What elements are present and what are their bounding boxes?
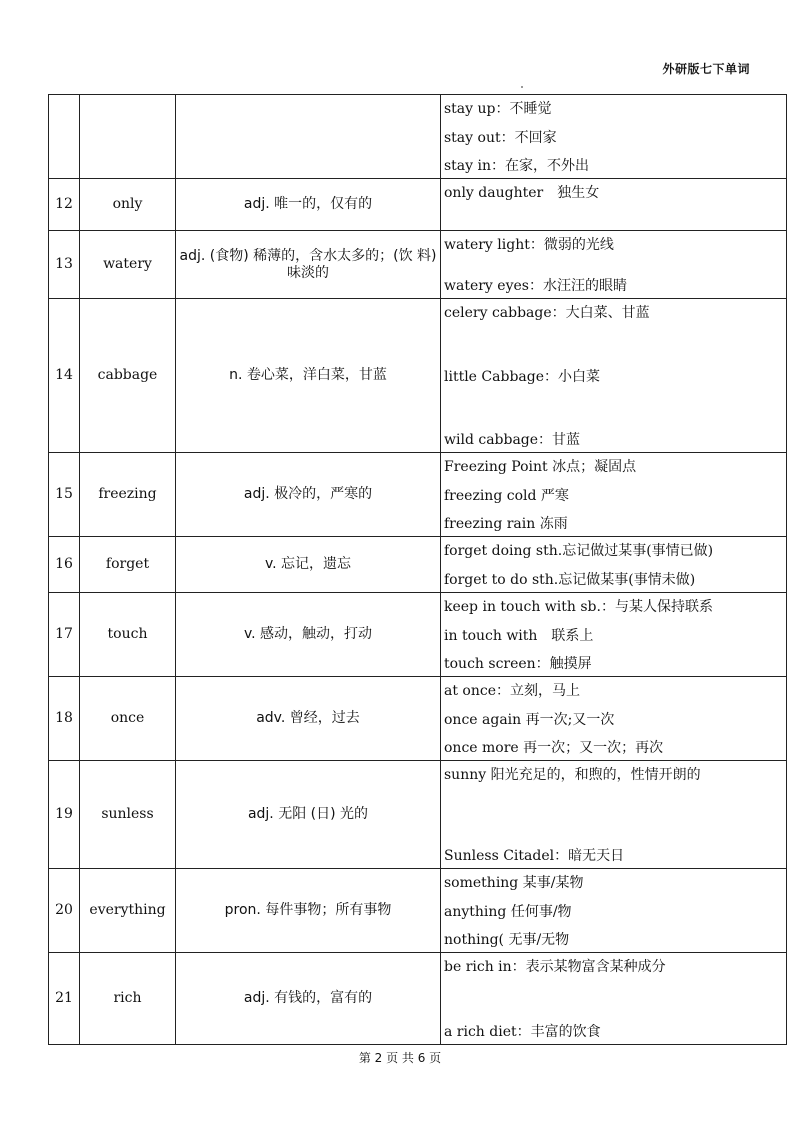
- table-row: [49, 593, 787, 677]
- entry-meaning: v. 感动，触动，打动: [176, 593, 441, 677]
- entry-number: 17: [49, 593, 80, 677]
- page-header-title: 外研版七下单词: [662, 62, 750, 76]
- entry-meaning: adj. 唯一的，仅有的: [176, 179, 441, 231]
- entry-phrases: [441, 537, 787, 593]
- entry-number: 20: [49, 869, 80, 953]
- entry-number: 18: [49, 677, 80, 761]
- phrase-line: at once：立刻，马上: [444, 683, 580, 699]
- entry-word: only: [80, 179, 176, 231]
- phrase-line: watery eyes：水汪汪的眼睛: [444, 278, 627, 294]
- phrase-line: sunny 阳光充足的，和煦的，性情开朗的: [444, 767, 701, 783]
- phrase-line: freezing cold 严寒: [444, 487, 569, 504]
- entry-phrases: [441, 761, 787, 869]
- entry-number: 16: [49, 537, 80, 593]
- entry-phrases: [441, 593, 787, 677]
- entry-meaning: adv. 曾经，过去: [176, 677, 441, 761]
- entry-number: 12: [49, 179, 80, 231]
- entry-word: watery: [80, 231, 176, 299]
- phrase-line: freezing rain 冻雨: [444, 516, 568, 532]
- entry-phrases: [441, 299, 787, 453]
- entry-number: 13: [49, 231, 80, 299]
- vocabulary-table: [48, 94, 787, 1045]
- table-row: [49, 453, 787, 537]
- entry-phrases: [441, 953, 787, 1045]
- phrase-line: forget to do sth.忘记做某事(事情未做): [444, 572, 696, 588]
- entry-number: 14: [49, 299, 80, 453]
- phrase-line: a rich diet：丰富的饮食: [444, 1024, 601, 1040]
- entry-number: 15: [49, 453, 80, 537]
- entry-word: forget: [80, 537, 176, 593]
- phrase-line: little Cabbage：小白菜: [444, 368, 600, 385]
- phrase-line: anything 任何事/物: [444, 903, 572, 920]
- entry-meaning: adj. 无阳 (日) 光的: [176, 761, 441, 869]
- entry-word: cabbage: [80, 299, 176, 453]
- phrase-line: Freezing Point 冰点；凝固点: [444, 459, 637, 475]
- phrase-line: keep in touch with sb.：与某人保持联系: [444, 599, 713, 615]
- entry-number: [49, 95, 80, 179]
- stray-dot: [521, 86, 523, 88]
- entry-meaning: adj. 极冷的，严寒的: [176, 453, 441, 537]
- page-footer: 第 2 页 共 6 页: [358, 1051, 442, 1065]
- entry-meaning: [176, 95, 441, 179]
- entry-phrases: [441, 231, 787, 299]
- entry-word: sunless: [80, 761, 176, 869]
- entry-word: rich: [80, 953, 176, 1045]
- phrase-line: wild cabbage：甘蓝: [444, 432, 581, 448]
- phrase-line: stay up：不睡觉: [444, 101, 552, 117]
- phrase-line: stay out：不回家: [444, 129, 557, 146]
- table-row: [49, 869, 787, 953]
- table-row: [49, 231, 787, 299]
- entry-number: 19: [49, 761, 80, 869]
- phrase-line: stay in：在家，不外出: [444, 158, 590, 174]
- entry-phrases: [441, 179, 787, 231]
- entry-word: everything: [80, 869, 176, 953]
- table-row: [49, 95, 787, 179]
- entry-word: freezing: [80, 453, 176, 537]
- table-row: [49, 953, 787, 1045]
- entry-meaning: pron. 每件事物；所有事物: [176, 869, 441, 953]
- entry-phrases: [441, 869, 787, 953]
- phrase-line: only daughter 独生女: [444, 185, 600, 201]
- table-row: [49, 677, 787, 761]
- phrase-line: something 某事/某物: [444, 875, 584, 891]
- phrase-line: touch screen：触摸屏: [444, 656, 592, 672]
- entry-phrases: [441, 453, 787, 537]
- phrase-line: watery light：微弱的光线: [444, 237, 614, 253]
- phrase-line: in touch with 联系上: [444, 627, 594, 644]
- entry-meaning: adj. 有钱的，富有的: [176, 953, 441, 1045]
- entry-word: touch: [80, 593, 176, 677]
- entry-meaning: adj. (食物) 稀薄的，含水太多的；(饮 料) 味淡的: [176, 231, 441, 299]
- phrase-line: Sunless Citadel：暗无天日: [444, 848, 625, 864]
- phrase-line: celery cabbage：大白菜、甘蓝: [444, 305, 650, 321]
- entry-word: [80, 95, 176, 179]
- phrase-line: forget doing sth.忘记做过某事(事情已做): [444, 543, 714, 559]
- phrase-line: once again 再一次;又一次: [444, 711, 615, 728]
- table-row: [49, 761, 787, 869]
- entry-word: once: [80, 677, 176, 761]
- phrase-line: be rich in：表示某物富含某种成分: [444, 959, 666, 975]
- entry-meaning: n. 卷心菜，洋白菜，甘蓝: [176, 299, 441, 453]
- table-row: [49, 299, 787, 453]
- table-row: [49, 179, 787, 231]
- table-row: [49, 537, 787, 593]
- entry-phrases: [441, 677, 787, 761]
- entry-meaning: v. 忘记，遗忘: [176, 537, 441, 593]
- phrase-line: once more 再一次；又一次；再次: [444, 740, 664, 756]
- entry-number: 21: [49, 953, 80, 1045]
- phrase-line: nothing( 无事/无物: [444, 932, 570, 948]
- entry-phrases: [441, 95, 787, 179]
